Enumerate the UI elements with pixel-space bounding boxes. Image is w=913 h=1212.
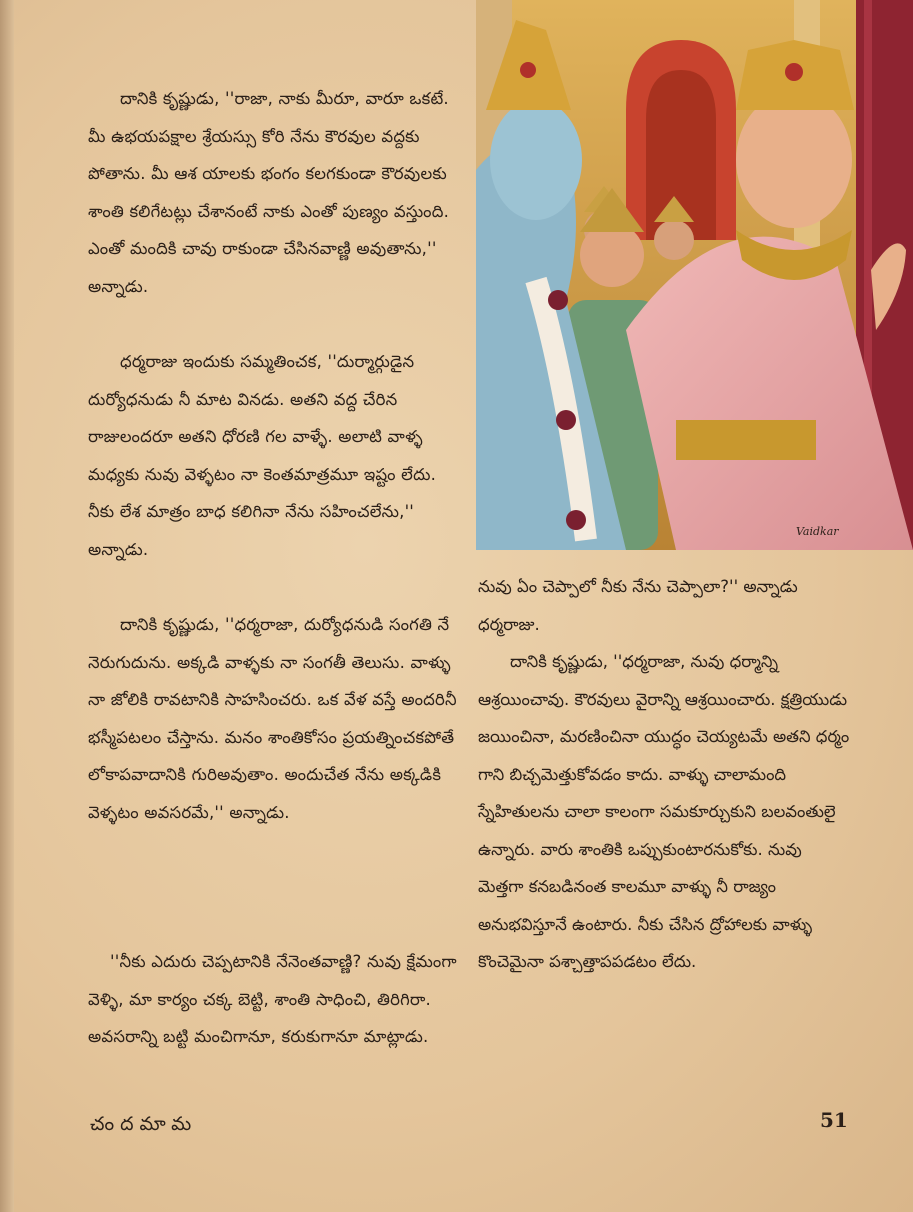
illustration-krishna-dharmaraja xyxy=(476,0,913,550)
left-paragraph-1: దానికి కృష్ణుడు, ''రాజా, నాకు మీరూ, వారూ ఒకటే. మీ ఉభయపక్షాల శ్రేయస్సు కోరి నేను కౌరవుల వద్దకు పోతాను. మీ ఆశ యాలకు భంగం కలగకుండా కౌరవులకు శాంతి కలిగేటట్లు చేశానంటే నాకు ఎంతో పుణ్యం వస్తుంది. ఎంతో మందికి చావు రాకుండా చేసినవాణ్ణి అవుతాను,'' అన్నాడు. xyxy=(88,89,450,296)
left-paragraph-3: దానికి కృష్ణుడు, ''ధర్మరాజా, దుర్యోధనుడి సంగతి నే నెరుగుదును. అక్కడి వాళ్ళకు నా సంగతీ తెలుసు. వాళ్ళు నా జోలికి రావటానికి సాహసించరు. ఒక వేళ వస్తే అందరినీ భస్మీపటలం చేస్తాను. మనం శాంతికోసం ప్రయత్నించకపోతే లోకాపవాదానికి గురిఅవుతాం. అందుచేత నేను అక్కడికి వెళ్ళటం అవసరమే,'' అన్నాడు. xyxy=(88,615,457,822)
right-paragraph-2: దానికి కృష్ణుడు, ''ధర్మరాజా, నువు ధర్మాన్ని ఆశ్రయించావు. కౌరవులు వైరాన్ని ఆశ్రయించారు. క్షత్రియుడు జయించినా, మరణించినా యుద్ధం చెయ్యటమే అతని ధర్మం గాని బిచ్చమెత్తుకోవడం కాదు. వాళ్ళు చాలామంది స్నేహితులను చాలా కాలంగా సమకూర్చుకుని బలవంతులై ఉన్నారు. వారు శాంతికి ఒప్పుకుంటారనుకోకు. నువు మెత్తగా కనబడినంత కాలమూ వాళ్ళు నీ రాజ్యం అనుభవిస్తూనే ఉంటారు. నీకు చేసిన ద్రోహాలకు వాళ్ళు కొంచెమైనా పశ్చాత్తాపపడటం లేదు. xyxy=(478,652,850,971)
page-number: 51 xyxy=(820,1108,848,1132)
krishna-face xyxy=(490,100,582,220)
artist-signature: Vaidkar xyxy=(796,525,839,538)
magazine-name: చందమామ xyxy=(90,1113,198,1135)
illustration-svg xyxy=(476,0,913,550)
page-spine-edge xyxy=(0,0,14,1212)
left-paragraph-4: ''నీకు ఎదురు చెప్పటానికి నేనెంతవాణ్ణి? నువు క్షేమంగా వెళ్ళి, మా కార్యం చక్క బెట్టి, శాంతి సాధించి, తిరిగిరా. అవసరాన్ని బట్టి మంచిగానూ, కరుకుగానూ మాట్లాడు. xyxy=(88,952,457,1046)
attendant-face xyxy=(580,223,644,287)
dharmaraja-face xyxy=(736,92,852,228)
left-paragraph-2: ధర్మరాజు ఇందుకు సమ్మతించక, ''దుర్మార్గుడైన దుర్యోధనుడు నీ మాట వినడు. అతని వద్ద చేరిన రాజులందరూ అతని ధోరణి గల వాళ్ళే. అలాటి వాళ్ళ మధ్యకు నువు వెళ్ళటం నా కెంతమాత్రమూ ఇష్టం లేదు. నీకు లేశ మాత్రం బాధ కలిగినా నేను సహించలేను,'' అన్నాడు. xyxy=(88,352,437,559)
right-paragraph-1: నువు ఏం చెప్పాలో నీకు నేను చెప్పాలా?'' అన్నాడు ధర్మరాజు. xyxy=(478,577,798,634)
